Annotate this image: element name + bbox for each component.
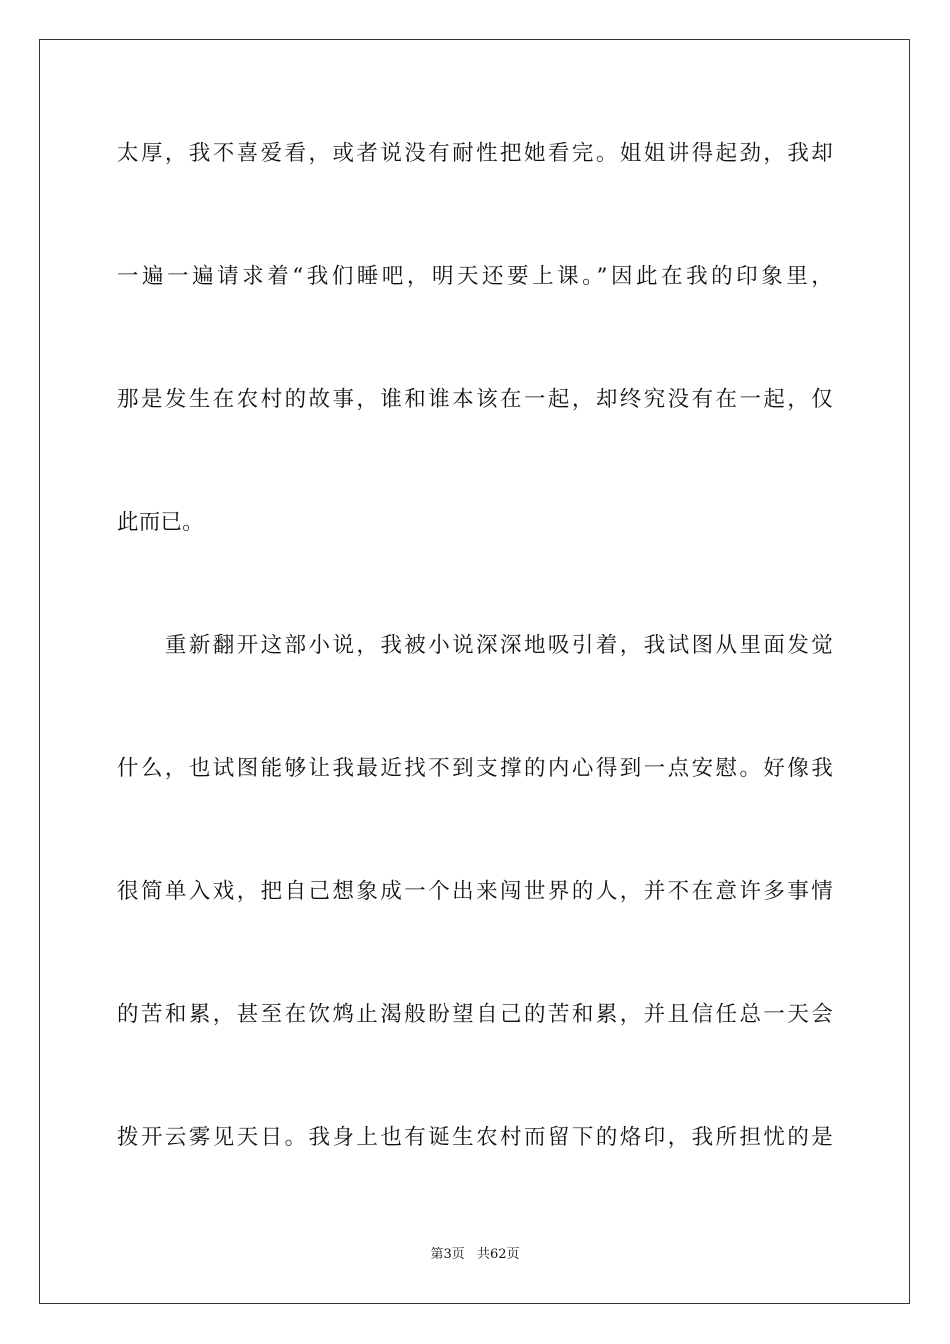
- page-total: 共62页: [476, 1247, 520, 1262]
- body-line-9: 拨开云雾见天日。我身上也有诞生农村而留下的烙印，我所担忧的是: [117, 1125, 833, 1150]
- page-frame: [39, 39, 910, 1304]
- body-line-4: 此而已。: [117, 510, 204, 535]
- body-line-8: 的苦和累，甚至在饮鸩止渴般盼望自己的苦和累，并且信任总一天会: [117, 1002, 833, 1027]
- body-line-7: 很简单入戏，把自己想象成一个出来闯世界的人，并不在意许多事情: [117, 879, 833, 904]
- body-line-2: 一遍一遍请求着“我们睡吧，明天还要上课。”因此在我的印象里，: [117, 264, 833, 289]
- body-line-5: 重新翻开这部小说，我被小说深深地吸引着，我试图从里面发觉: [117, 633, 833, 658]
- body-line-6: 什么，也试图能够让我最近找不到支撑的内心得到一点安慰。好像我: [117, 756, 833, 781]
- page-footer: [0, 1246, 950, 1264]
- body-line-3: 那是发生在农村的故事，谁和谁本该在一起，却终究没有在一起，仅: [117, 387, 833, 412]
- body-line-1: 太厚，我不喜爱看，或者说没有耐性把她看完。姐姐讲得起劲，我却: [117, 141, 833, 166]
- page-number: 第3页: [430, 1247, 465, 1262]
